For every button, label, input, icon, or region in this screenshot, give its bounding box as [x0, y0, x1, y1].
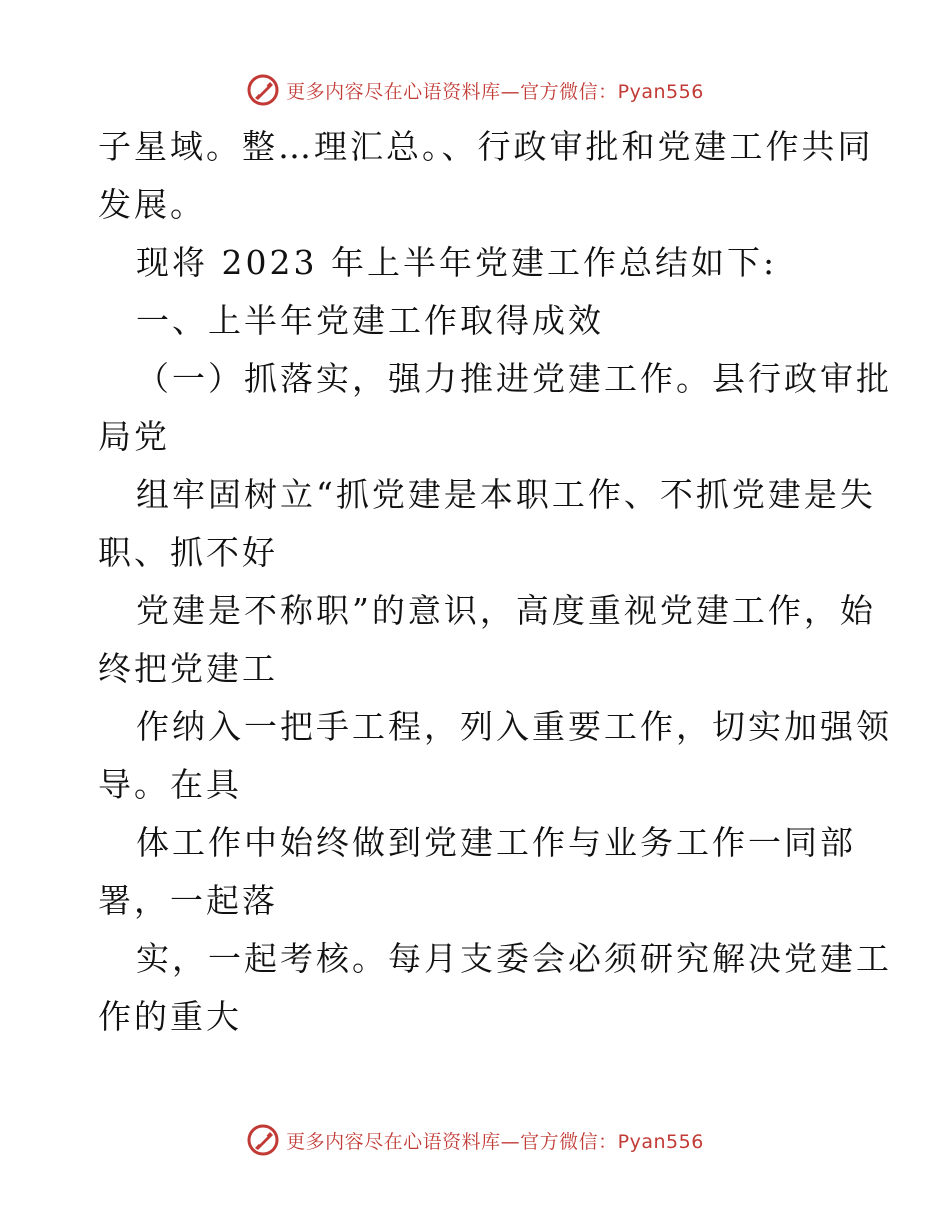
text-line: （一）抓落实，强力推进党建工作。县行政审批 — [136, 359, 892, 398]
text-line: 职、抓不好 — [98, 533, 278, 572]
text-line: 现将 2023 年上半年党建工作总结如下: — [136, 243, 778, 282]
watermark-text: 更多内容尽在心语资料库—官方微信：Pyan556 — [286, 1130, 704, 1153]
text-line: 导。在具 — [98, 765, 242, 804]
text-line: 子星域。整…理汇总。、行政审批和党建工作共同 — [98, 127, 874, 166]
feather-pen-logo-icon — [246, 73, 280, 107]
text-line: 体工作中始终做到党建工作与业务工作一同部 — [136, 823, 856, 862]
text-line: 终把党建工 — [98, 649, 278, 688]
text-line: 作纳入一把手工程，列入重要工作，切实加强领 — [136, 707, 892, 746]
feather-pen-logo-icon — [246, 1123, 280, 1157]
text-line: 发展。 — [98, 185, 206, 224]
text-line: 实，一起考核。每月支委会必须研究解决党建工 — [136, 939, 892, 978]
text-line: 署，一起落 — [98, 881, 278, 920]
text-line: 组牢固树立“抓党建是本职工作、不抓党建是失 — [136, 475, 876, 514]
header-watermark — [0, 70, 950, 110]
watermark-text: 更多内容尽在心语资料库—官方微信：Pyan556 — [286, 80, 704, 103]
text-line: 作的重大 — [98, 997, 242, 1036]
footer-watermark — [0, 1120, 950, 1160]
text-line: 局党 — [98, 417, 170, 456]
section-heading: 一、上半年党建工作取得成效 — [136, 301, 604, 340]
text-line: 党建是不称职”的意识，高度重视党建工作，始 — [136, 591, 876, 630]
document-body — [98, 118, 892, 1046]
